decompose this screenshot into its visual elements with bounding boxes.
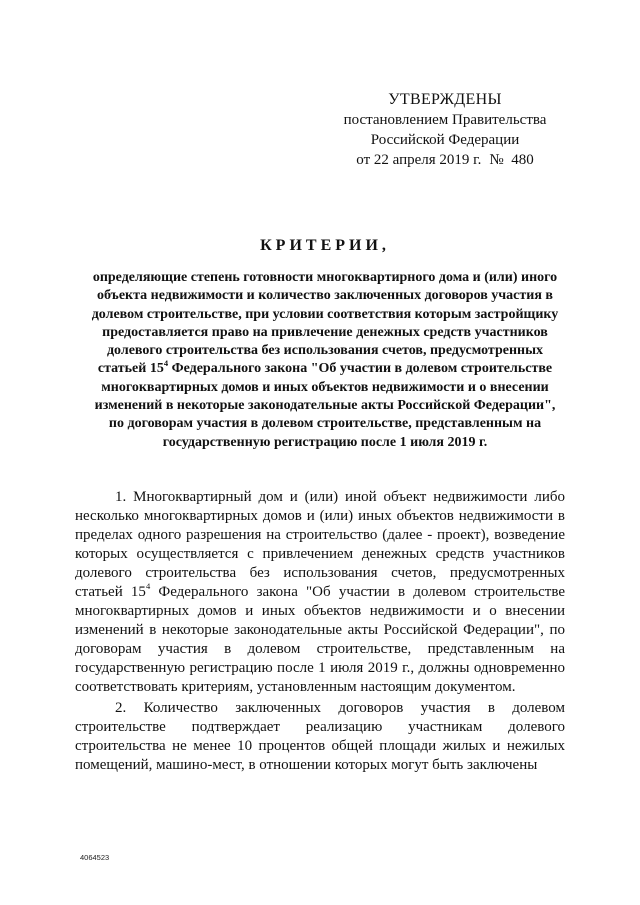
document-body [75,488,565,778]
paragraph-2-text: 2. Количество заключенных договоров участия в долевом строительстве подтверждает реализацию участникам долевого строительства не менее 10 процентов общей площади жилых и нежилых помещений, машино-мест, в отношении которых могут быть заключены [75,700,565,774]
approval-line-government: постановлением Правительства [343,112,547,128]
approved-heading: УТВЕРЖДЕНЫ [388,91,502,108]
subtitle-superscript: 4 [163,357,169,368]
approval-number: 480 [511,152,534,168]
approval-number-label: № [489,152,504,168]
approval-line-federation: Российской Федерации [370,132,520,148]
approval-date-line [330,150,560,170]
document-code: 4064523 [80,853,110,862]
paragraph-1-superscript: 4 [145,581,151,591]
approval-date: от 22 апреля 2019 г. [356,152,482,168]
document-title: КРИТЕРИИ, [260,237,390,254]
approval-stamp [330,90,560,170]
subtitle-part-1: определяющие степень готовности многоквартирного дома и (или) иного объекта недвижимости и количество заключенных договоров участия в долевом строительстве, при условии соответствия которым застройщику предоставляется право на привлечение денежных средств участников долевого строительства без использования счетов, предусмотренных статьей 15 [91,270,559,377]
document-subtitle [90,269,560,452]
paragraph-1 [75,488,565,697]
subtitle-part-2: Федерального закона "Об участии в долевом строительстве многоквартирных домов и иных объектов недвижимости и о внесении изменений в некоторые законодательные акты Российской Федерации", по договорам участия в долевом строительстве, представленным на государственную регистрацию после 1 июля 2019 г. [94,361,556,450]
paragraph-1-part-2: Федерального закона "Об участии в долевом строительстве многоквартирных домов и иных объектов недвижимости и о внесении изменений в некоторые законодательные акты Российской Федерации", по договорам участия в долевом строительстве, представленным на государственную регистрацию после 1 июля 2019 г., должны одновременно соответствовать критериям, установленным настоящим документом. [75,584,566,695]
paragraph-1-part-1: 1. Многоквартирный дом и (или) иной объект недвижимости либо несколько многоквартирных домов и (или) иных объектов недвижимости в пределах одного разрешения на строительство (далее - проект), возведение которых осуществляется с привлечением денежных средств участников долевого строительства без использования счетов, предусмотренных статьей 15 [75,489,565,600]
paragraph-2 [75,699,565,775]
document-title-block [90,236,560,452]
